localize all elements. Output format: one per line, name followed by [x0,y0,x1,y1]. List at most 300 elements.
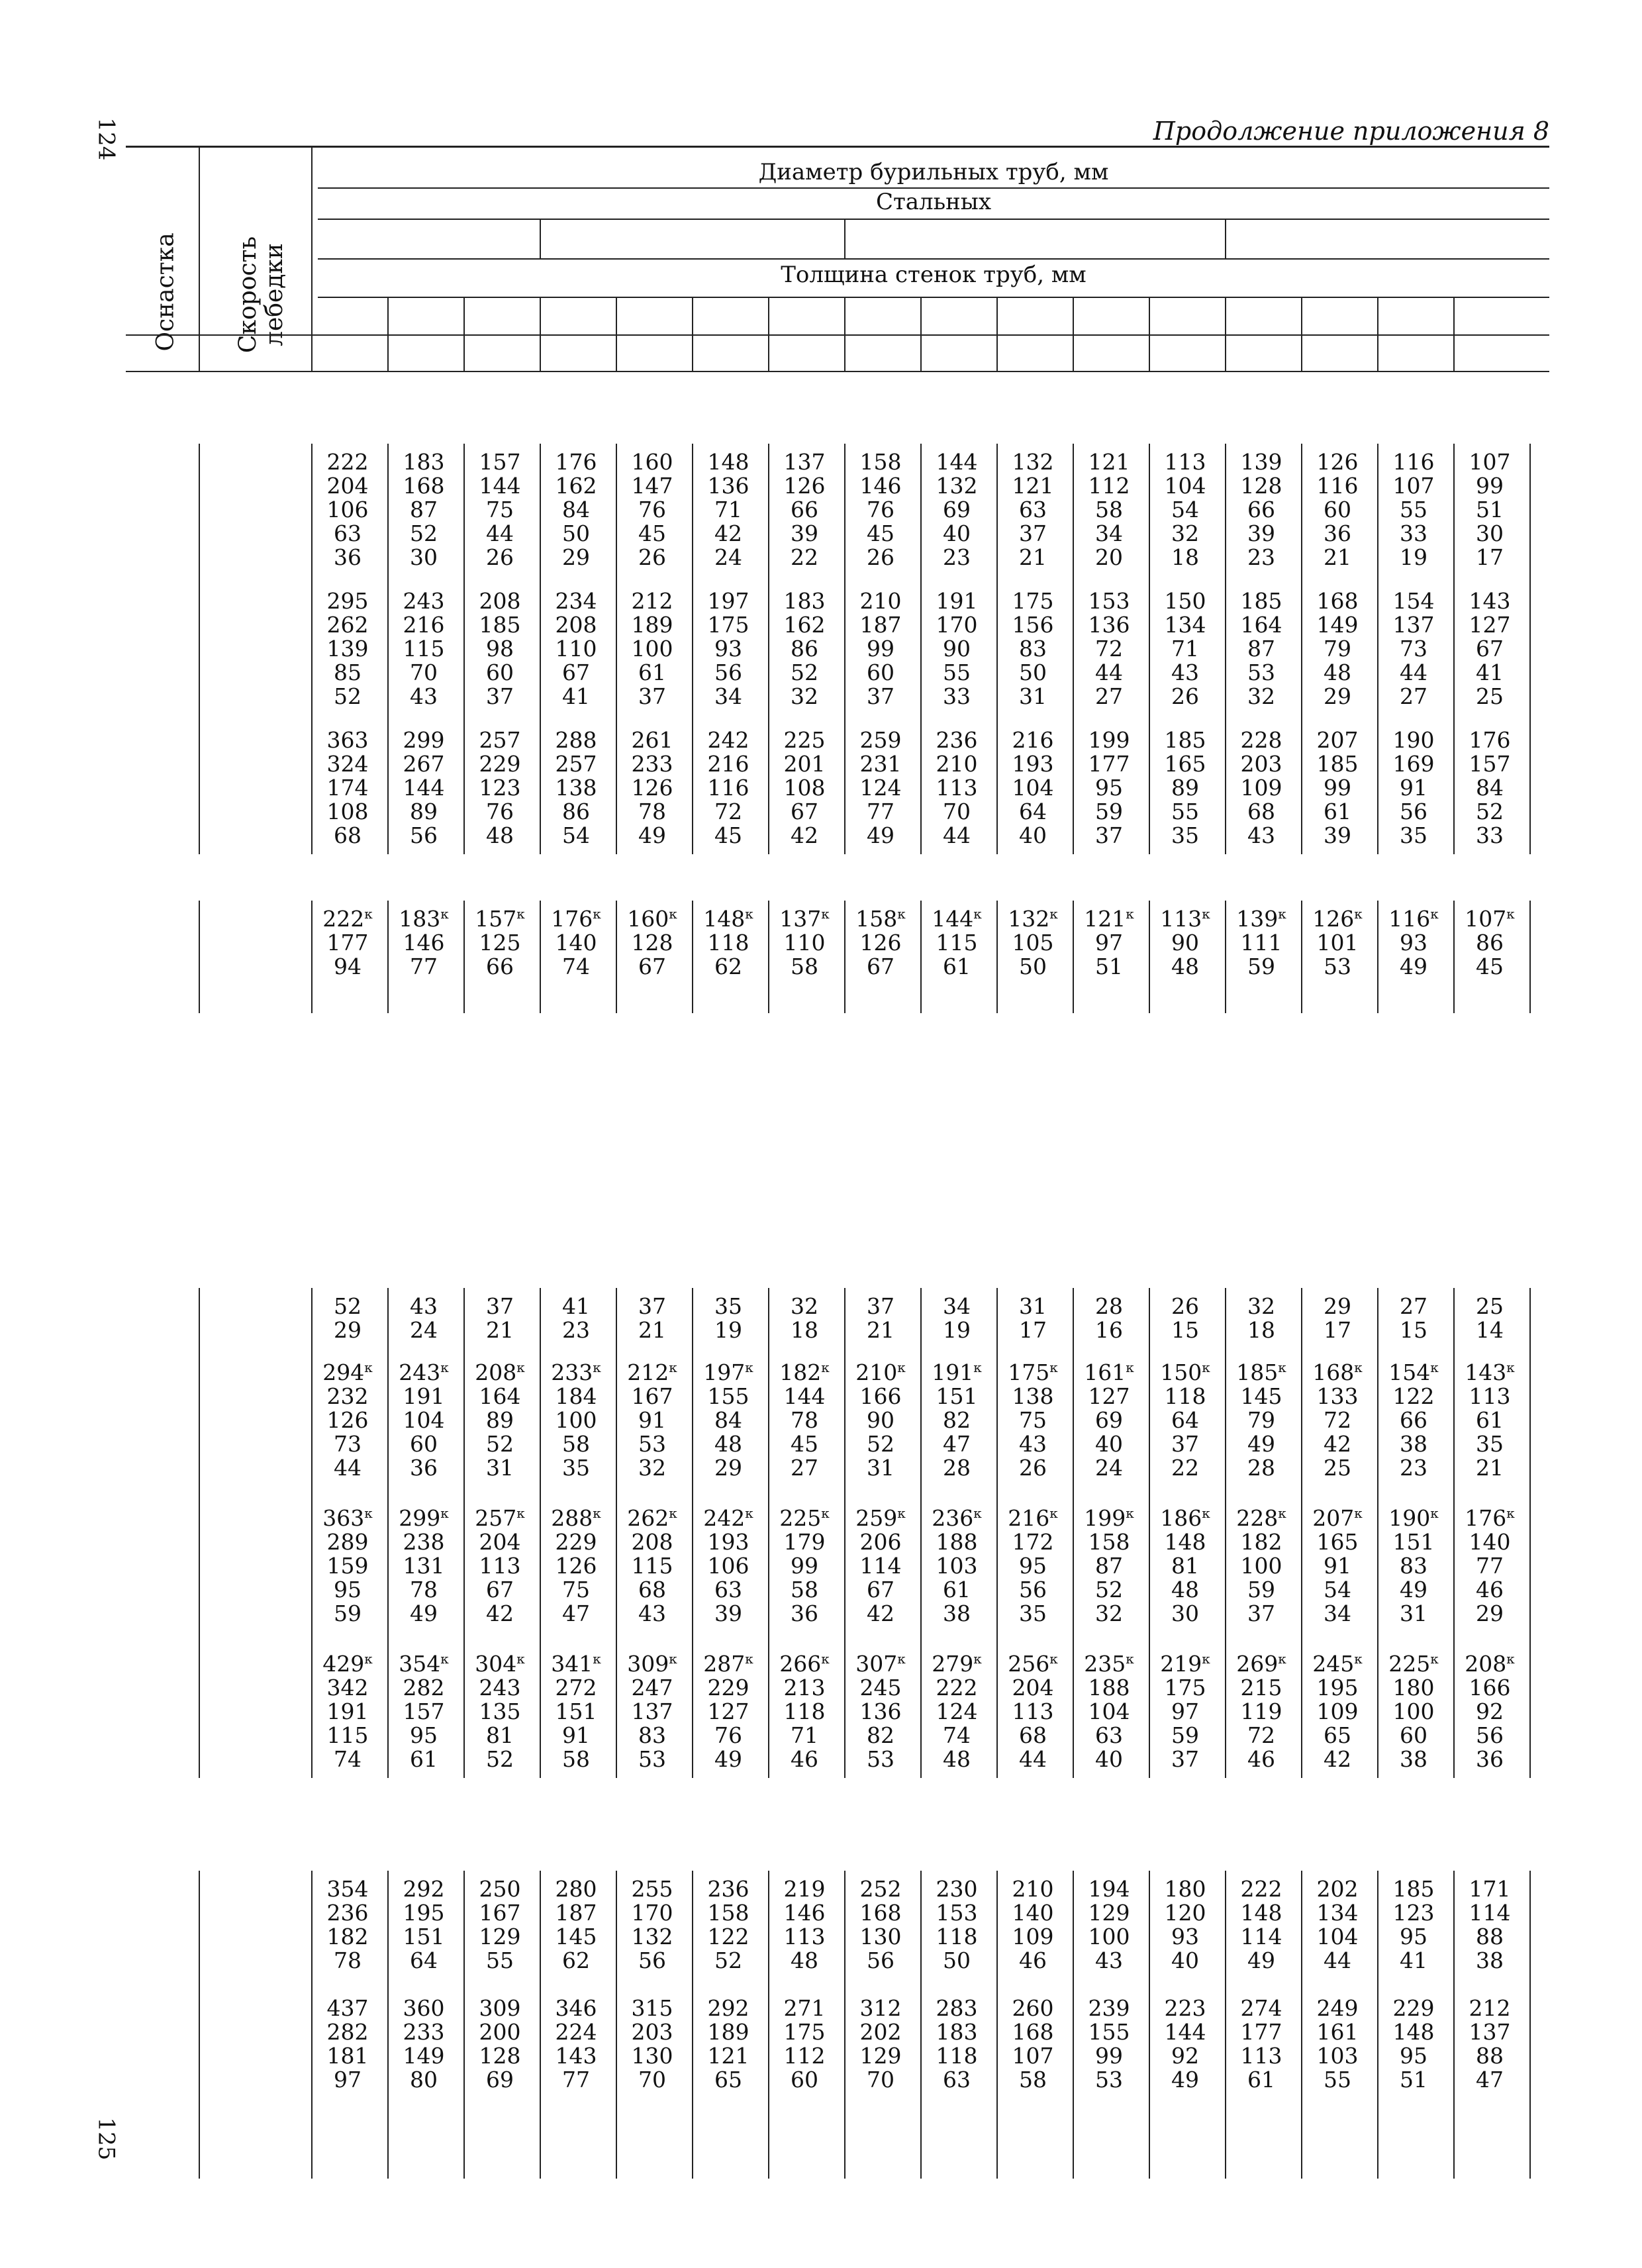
table-cell: 89 [410,799,438,824]
table-cell: $121^к$ [1084,906,1134,932]
table-cell: 103 [936,1553,978,1579]
table-cell: 103 [1316,2043,1359,2069]
table-cell: 37 [867,1293,894,1319]
table-cell: 216 [403,612,445,638]
table-cell: 60 [1324,497,1351,522]
table-cell: 206 [859,1529,902,1555]
header-divider [387,297,389,371]
table-cell: 77 [867,799,894,824]
table-cell: 222 [936,1675,978,1701]
table-cell: 187 [859,612,902,638]
table-cell: 200 [479,2019,521,2045]
table-cell: 61 [943,1577,971,1602]
table-cell: 283 [936,1995,978,2021]
table-cell: 148 [1392,2019,1435,2045]
table-cell: 74 [943,1722,971,1748]
table-cell: 149 [1316,612,1359,638]
table-cell: 168 [1012,2019,1054,2045]
table-cell: 179 [783,1529,826,1555]
table-cell: 204 [479,1529,521,1555]
table-cell: 30 [410,544,438,570]
table-cell: $161^к$ [1084,1359,1134,1385]
table-cell: 58 [791,1577,818,1602]
column-divider [311,444,313,854]
column-divider [540,1871,541,2179]
table-cell: 101 [1316,930,1359,956]
table-cell: 39 [1324,822,1351,848]
table-cell: 54 [1171,497,1199,522]
column-divider [1453,1288,1455,1778]
table-cell: 243 [479,1675,521,1701]
table-cell: 26 [1171,683,1199,709]
table-cell: 48 [1171,1577,1199,1602]
table-cell: 32 [791,1293,818,1319]
table-cell: 233 [403,2019,445,2045]
table-cell: 360 [403,1995,445,2021]
table-cell: 35 [1476,1431,1504,1457]
column-divider [616,901,617,1013]
table-cell: 61 [1324,799,1351,824]
table-cell: 84 [562,497,590,522]
table-cell: 52 [1476,799,1504,824]
table-cell: 181 [326,2043,369,2069]
table-cell: 185 [1164,727,1206,753]
table-cell: 182 [1240,1529,1282,1555]
table-cell: 44 [943,822,971,848]
header-divider [1453,297,1455,371]
table-cell: 113 [479,1553,521,1579]
table-cell: 110 [555,636,597,662]
table-cell: $212^к$ [627,1359,677,1385]
table-cell: 167 [479,1900,521,1926]
table-cell: 37 [1019,520,1047,546]
header-divider [920,297,922,371]
table-cell: 95 [1400,2043,1427,2069]
table-cell: 52 [1095,1577,1123,1602]
table-cell: 62 [714,954,742,979]
table-cell: 14 [1476,1317,1504,1343]
column-divider [920,1871,922,2179]
table-cell: 25 [1324,1455,1351,1481]
table-cell: 202 [859,2019,902,2045]
table-cell: 126 [1316,449,1359,475]
table-cell: 137 [631,1699,673,1724]
table-cell: 69 [943,497,971,522]
table-cell: 48 [943,1746,971,1772]
table-cell: 42 [1324,1431,1351,1457]
table-cell: 43 [410,1293,438,1319]
table-cell: 363 [326,727,369,753]
table-cell: 83 [1400,1553,1427,1579]
column-divider [996,1288,998,1778]
table-cell: 115 [326,1722,369,1748]
table-cell: 25 [1476,1293,1504,1319]
table-cell: 94 [334,954,362,979]
header-divider [996,297,998,371]
table-cell: 21 [1476,1455,1504,1481]
table-cell: $182^к$ [779,1359,830,1385]
table-cell: 58 [1095,497,1123,522]
column-divider [1149,444,1150,854]
table-cell: 49 [867,822,894,848]
table-cell: 52 [486,1746,514,1772]
table-cell: 229 [1392,1995,1435,2021]
table-cell: 71 [714,497,742,522]
column-divider [1301,1871,1302,2179]
table-cell: 100 [1392,1699,1435,1724]
column-divider [540,444,541,854]
table-cell: 229 [555,1529,597,1555]
table-cell: 65 [1324,1722,1351,1748]
column-divider [920,1288,922,1778]
header-divider [311,297,313,371]
table-cell: 39 [714,1601,742,1626]
table-cell: 126 [631,775,673,801]
table-cell: $207^к$ [1312,1505,1363,1531]
table-cell: 135 [479,1699,521,1724]
table-cell: 52 [334,683,362,709]
table-cell: 67 [638,954,666,979]
table-cell: 41 [562,683,590,709]
table-cell: 228 [1240,727,1282,753]
table-cell: $233^к$ [551,1359,601,1385]
table-cell: 95 [1400,1924,1427,1949]
table-cell: 176 [1469,727,1511,753]
table-cell: 21 [486,1317,514,1343]
table-cell: 309 [479,1995,521,2021]
table-cell: 112 [1088,473,1130,499]
table-cell: 203 [1240,751,1282,777]
table-cell: 26 [867,544,894,570]
table-cell: 50 [943,1948,971,1973]
table-cell: 53 [1324,954,1351,979]
table-cell: 23 [1400,1455,1427,1481]
table-cell: 257 [555,751,597,777]
table-cell: 37 [1171,1431,1199,1457]
table-cell: 201 [783,751,826,777]
table-cell: 207 [1316,727,1359,753]
header-divider [844,219,845,258]
table-cell: $185^к$ [1236,1359,1286,1385]
table-cell: 21 [1324,544,1351,570]
table-cell: 21 [1019,544,1047,570]
table-cell: 70 [867,2067,894,2093]
table-cell: 210 [859,588,902,614]
table-cell: 129 [479,1924,521,1949]
table-cell: 45 [638,520,666,546]
table-cell: 354 [326,1876,369,1902]
table-cell: 292 [707,1995,749,2021]
table-cell: $341^к$ [551,1651,601,1677]
table-cell: 71 [791,1722,818,1748]
table-cell: 49 [1247,1948,1275,1973]
table-cell: 219 [783,1876,826,1902]
table-cell: 177 [1240,2019,1282,2045]
table-cell: 185 [1316,751,1359,777]
table-cell: 77 [410,954,438,979]
table-cell: 107 [1392,473,1435,499]
column-divider [1529,901,1531,1013]
table-cell: 116 [1316,473,1359,499]
table-cell: 274 [1240,1995,1282,2021]
table-cell: 324 [326,751,369,777]
table-cell: 60 [486,660,514,685]
table-cell: 155 [707,1383,749,1409]
table-cell: 216 [707,751,749,777]
column-divider [844,901,845,1013]
table-cell: 48 [714,1431,742,1457]
table-cell: 31 [486,1455,514,1481]
table-cell: 271 [783,1995,826,2021]
column-divider [996,444,998,854]
table-cell: 187 [555,1900,597,1926]
column-divider [920,901,922,1013]
table-cell: 342 [326,1675,369,1701]
table-cell: 61 [638,660,666,685]
table-cell: 292 [403,1876,445,1902]
table-cell: $176^к$ [551,906,601,932]
table-cell: 31 [1019,683,1047,709]
column-divider [768,444,769,854]
table-cell: $256^к$ [1008,1651,1058,1677]
table-cell: 208 [479,588,521,614]
table-cell: 44 [486,520,514,546]
table-cell: 37 [1171,1746,1199,1772]
header-divider [1377,297,1378,371]
table-cell: 72 [1324,1407,1351,1433]
table-cell: 89 [1171,775,1199,801]
table-cell: 29 [562,544,590,570]
table-cell: 105 [1012,930,1054,956]
table-cell: 282 [326,2019,369,2045]
table-cell: 255 [631,1876,673,1902]
table-cell: $363^к$ [322,1505,373,1531]
table-cell: 73 [1400,636,1427,662]
table-cell: $175^к$ [1008,1359,1058,1385]
table-cell: $183^к$ [399,906,449,932]
table-cell: 208 [631,1529,673,1555]
table-cell: 118 [936,2043,978,2069]
table-cell: 89 [486,1407,514,1433]
table-cell: 93 [1171,1924,1199,1949]
table-cell: 236 [326,1900,369,1926]
table-cell: 87 [1095,1553,1123,1579]
table-cell: 61 [943,954,971,979]
header-rule [318,187,1549,189]
column-divider [1073,901,1074,1013]
table-cell: 183 [403,449,445,475]
table-cell: 121 [1012,473,1054,499]
table-cell: 59 [334,1601,362,1626]
table-cell: 130 [631,2043,673,2069]
table-cell: 118 [936,1924,978,1949]
table-cell: $288^к$ [551,1505,601,1531]
table-cell: 95 [334,1577,362,1602]
table-cell: 104 [1088,1699,1130,1724]
table-cell: 185 [1392,1876,1435,1902]
table-cell: 109 [1316,1699,1359,1724]
table-cell: 126 [555,1553,597,1579]
table-cell: 148 [1240,1900,1282,1926]
table-cell: $158^к$ [855,906,906,932]
header-osnastka: Оснастка [152,232,179,352]
table-cell: 91 [1324,1553,1351,1579]
table-cell: 48 [1171,954,1199,979]
header-speed: Скорость лебедки [234,236,288,354]
column-divider [1529,1871,1531,2179]
table-cell: 33 [943,683,971,709]
table-cell: 55 [1324,2067,1351,2093]
table-cell: 37 [1247,1601,1275,1626]
table-cell: 116 [1392,449,1435,475]
table-cell: 24 [410,1317,438,1343]
table-cell: 83 [1019,636,1047,662]
table-cell: 63 [334,520,362,546]
table-cell: 437 [326,1995,369,2021]
table-cell: 44 [1400,660,1427,685]
table-cell: 29 [1324,1293,1351,1319]
table-cell: 66 [1247,497,1275,522]
table-cell: 52 [334,1293,362,1319]
table-cell: 29 [1476,1601,1504,1626]
table-cell: 35 [1019,1601,1047,1626]
column-divider [1529,444,1531,854]
table-cell: 121 [707,2043,749,2069]
table-cell: 31 [867,1455,894,1481]
table-cell: 121 [1088,449,1130,475]
table-cell: 43 [410,683,438,709]
table-cell: 43 [1247,822,1275,848]
table-cell: 63 [714,1577,742,1602]
table-cell: 107 [1012,2043,1054,2069]
table-cell: 42 [486,1601,514,1626]
table-cell: 76 [486,799,514,824]
table-cell: 143 [1469,588,1511,614]
table-cell: 56 [1476,1722,1504,1748]
table-cell: 15 [1171,1317,1199,1343]
table-cell: 52 [410,520,438,546]
table-cell: 26 [486,544,514,570]
table-cell: 78 [334,1948,362,1973]
table-cell: 222 [1240,1876,1282,1902]
table-cell: 38 [1476,1948,1504,1973]
table-cell: $168^к$ [1312,1359,1363,1385]
table-cell: 129 [859,2043,902,2069]
table-cell: 144 [1164,2019,1206,2045]
table-cell: $176^к$ [1465,1505,1515,1531]
table-cell: 16 [1095,1317,1123,1343]
table-cell: 177 [326,930,369,956]
header-divider [616,297,617,371]
table-cell: 147 [631,473,673,499]
column-divider [1301,444,1302,854]
header-divider [768,297,769,371]
table-cell: 36 [410,1455,438,1481]
table-cell: $190^к$ [1388,1505,1439,1531]
table-cell: 204 [1012,1675,1054,1701]
table-cell: 69 [486,2067,514,2093]
table-cell: 230 [936,1876,978,1902]
table-cell: 233 [631,751,673,777]
table-cell: 68 [1247,799,1275,824]
column-divider [996,901,998,1013]
table-cell: $186^к$ [1160,1505,1210,1531]
table-cell: 212 [631,588,673,614]
table-cell: 239 [1088,1995,1130,2021]
table-cell: 122 [1392,1383,1435,1409]
table-cell: 72 [714,799,742,824]
table-cell: 150 [1164,588,1206,614]
table-cell: 113 [783,1924,826,1949]
column-divider [616,1288,617,1778]
column-divider [1377,1288,1378,1778]
header-divider [199,147,200,371]
table-cell: 144 [403,775,445,801]
table-cell: 250 [479,1876,521,1902]
table-cell: 19 [714,1317,742,1343]
table-cell: $242^к$ [703,1505,753,1531]
table-cell: 127 [1469,612,1511,638]
table-cell: 17 [1476,544,1504,570]
table-cell: 30 [1171,1601,1199,1626]
table-cell: 32 [791,683,818,709]
table-cell: 34 [943,1293,971,1319]
table-cell: 62 [562,1948,590,1973]
table-cell: 36 [334,544,362,570]
column-divider [616,444,617,854]
table-cell: 93 [1400,930,1427,956]
table-cell: $225^к$ [779,1505,830,1531]
table-cell: 29 [334,1317,362,1343]
table-cell: 197 [707,588,749,614]
table-cell: 37 [486,1293,514,1319]
table-cell: $222^к$ [322,906,373,932]
column-divider [387,901,389,1013]
table-cell: 23 [943,544,971,570]
table-cell: 27 [1400,683,1427,709]
table-cell: 29 [1324,683,1351,709]
table-cell: 140 [1469,1529,1511,1555]
column-divider [199,901,200,1013]
column-divider [692,1288,693,1778]
table-cell: 195 [403,1900,445,1926]
table-cell: 140 [1012,1900,1054,1926]
table-cell: 174 [326,775,369,801]
table-cell: 80 [410,2067,438,2093]
table-cell: 148 [1164,1529,1206,1555]
column-divider [692,901,693,1013]
table-cell: 243 [403,588,445,614]
top-rule [126,146,1549,148]
table-cell: 130 [859,1924,902,1949]
table-cell: 236 [936,727,978,753]
table-cell: 34 [714,683,742,709]
table-cell: $309^к$ [627,1651,677,1677]
header-divider [844,297,845,371]
table-cell: 35 [562,1455,590,1481]
table-cell: 267 [403,751,445,777]
table-cell: 99 [1324,775,1351,801]
table-cell: 180 [1392,1675,1435,1701]
table-cell: 189 [707,2019,749,2045]
table-cell: 113 [1469,1383,1511,1409]
table-cell: 28 [1247,1455,1275,1481]
table-cell: 77 [562,2067,590,2093]
table-cell: 47 [562,1601,590,1626]
table-cell: 99 [1476,473,1504,499]
table-cell: 32 [638,1455,666,1481]
table-cell: 108 [326,799,369,824]
